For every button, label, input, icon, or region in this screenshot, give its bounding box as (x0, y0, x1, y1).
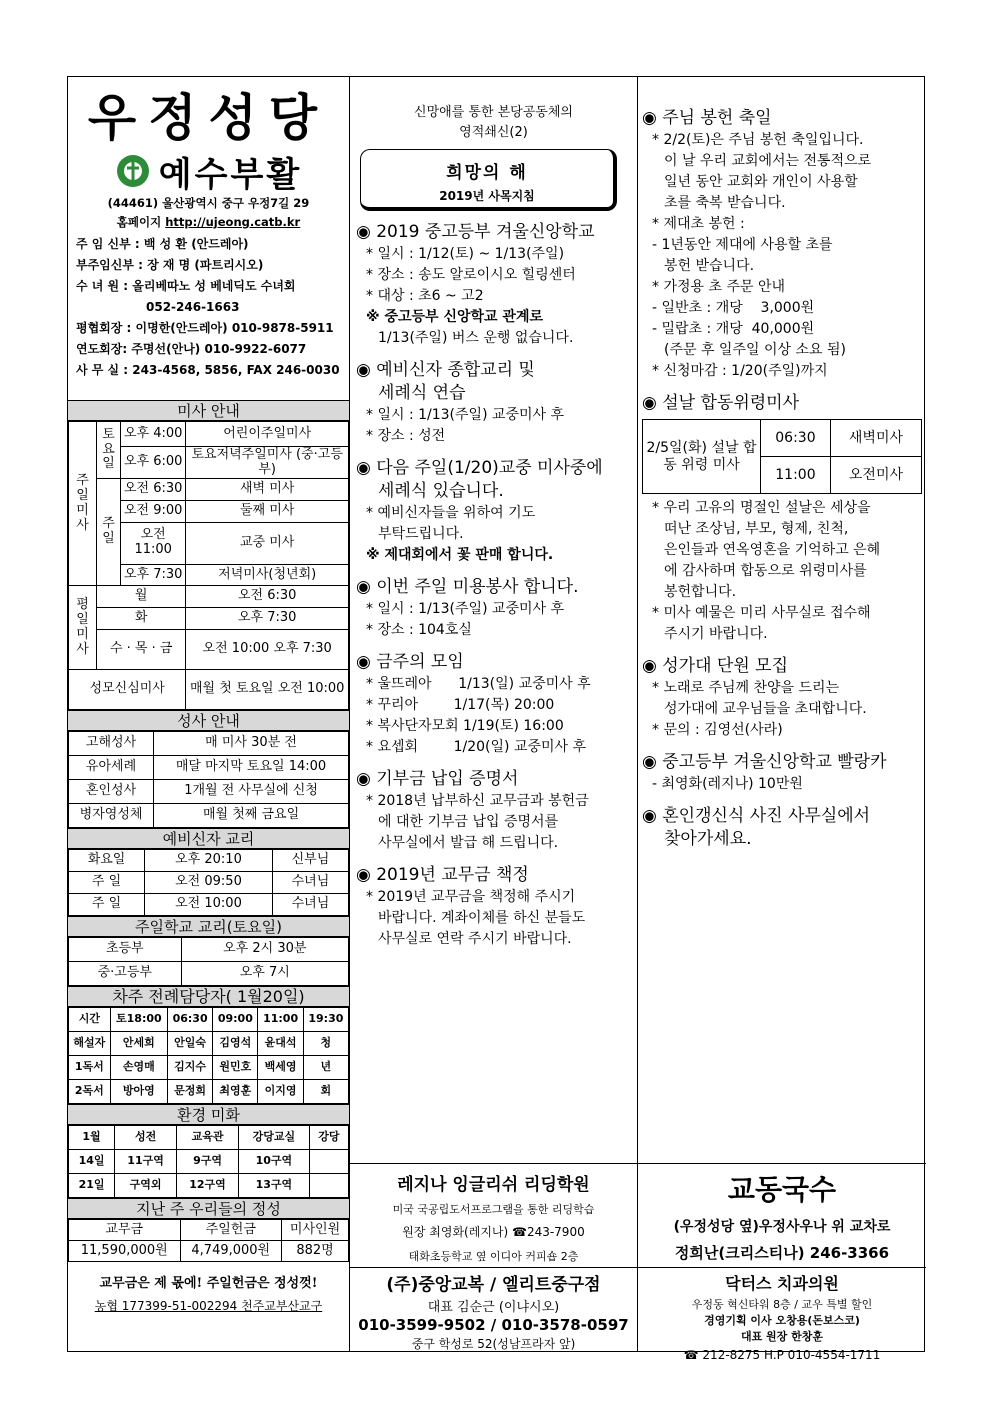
ad-line: 태화초등학교 옆 이디아 커피숍 2층 (408, 1250, 579, 1263)
table-row (69, 1056, 349, 1080)
table-cell: 윤대석 (258, 1032, 303, 1056)
homepage-link[interactable]: http://ujeong.catb.kr (165, 215, 301, 229)
sunday-mass-label: 주 일 미 사 (69, 422, 97, 586)
mass-name: 어린이주일미사 (186, 422, 349, 447)
ad-line: 대표 김순근 (이냐시오) (427, 1300, 560, 1315)
catechism-table (68, 849, 349, 916)
table-cell: 2/5일(화) 설날 합동 위령 미사 (643, 420, 761, 494)
notice-line: 바랍니다. 계좌이체를 하신 분들도 (378, 910, 586, 926)
sacrament-header: 성사 안내 (68, 710, 349, 731)
table-cell: 06:30 (761, 420, 831, 457)
mass-name: 교중 미사 (186, 522, 349, 564)
mass-name: 토요저녁주일미사 (중·고등부) (186, 447, 349, 479)
mass-time: 오전 10:00 오후 7:30 (186, 630, 349, 670)
weekday: 월 (97, 586, 186, 608)
table-cell: 수녀님 (272, 894, 348, 916)
notice-heading: 세례식 있습니다. (378, 481, 504, 501)
table-row (69, 894, 349, 916)
notice-line: * 꾸리아 1/17(목) 20:00 (366, 697, 555, 713)
notice-line: * 대상 : 초6 ~ 고2 (366, 288, 484, 304)
table-cell: 시간 (69, 1008, 111, 1032)
logo-row (68, 151, 349, 195)
table-row (69, 1220, 349, 1241)
notice-line: * 복사단자모회 1/19(토) 16:00 (366, 718, 564, 734)
table-cell: 주 일 (69, 872, 145, 894)
notice-line: - 일반초 : 개당 3,000원 (652, 300, 815, 316)
notice-heading: ◉ 주님 봉헌 축일 (642, 108, 772, 128)
ad-title: 교동국수 (727, 1173, 837, 1206)
ad-title: (주)중앙교복 / 엘리트중구점 (386, 1275, 601, 1295)
table-cell: 12구역 (177, 1174, 239, 1198)
notice-line: 부탁드립니다. (378, 526, 464, 542)
notice-line: * 울뜨레아 1/13(일) 교중미사 후 (366, 676, 591, 692)
notice-heading: 찾아가세요. (664, 829, 752, 849)
offering-table (68, 1219, 349, 1262)
notice-line: * 일시 : 1/13(주일) 교중미사 후 (366, 601, 565, 617)
table-cell: 백세영 (258, 1056, 303, 1080)
table-row (69, 938, 349, 962)
ad-dental-clinic (638, 1267, 926, 1362)
notice-line: * 문의 : 김영선(사라) (652, 722, 783, 738)
table-row (643, 420, 922, 457)
middle-notices (356, 221, 631, 950)
table-row (69, 804, 349, 828)
left-column (68, 77, 349, 1313)
middle-column (350, 77, 637, 950)
table-row (69, 1174, 349, 1198)
table-cell: 구역외 (115, 1174, 177, 1198)
ad-line: 경영기획 이사 오창용(돈보스코) (704, 1314, 860, 1327)
ad-line: 우정동 혁신타워 8층 / 교우 특별 할인 (691, 1298, 873, 1311)
table-cell: 11구역 (115, 1150, 177, 1174)
table-cell: 오전미사 (830, 457, 921, 494)
table-cell: 토18:00 (110, 1008, 167, 1032)
env-table (68, 1125, 349, 1198)
table-cell: 13구역 (238, 1174, 309, 1198)
table-cell: 미사인원 (282, 1220, 349, 1241)
notice-line: - 최영화(레지나) 10만원 (652, 776, 803, 792)
notice-line: 일년 동안 교회와 개인이 사용할 (664, 174, 858, 190)
notice-heading: ◉ 금주의 모임 (356, 652, 464, 672)
notice-line: 주시기 바랍니다. (664, 626, 768, 642)
notice-line: ※ 중고등부 신앙학교 관계로 (366, 309, 543, 325)
notice-heading: ◉ 설날 합동위령미사 (642, 393, 800, 413)
table-cell: 오전 10:00 (145, 894, 273, 916)
church-title: 우정성당 (87, 89, 330, 147)
mary-mass-time: 매월 첫 토요일 오전 10:00 (186, 670, 349, 710)
env-header: 환경 미화 (68, 1104, 349, 1125)
notice-line: 사무실에서 발급 해 드립니다. (378, 835, 559, 851)
notice-line: ※ 제대회에서 꽃 판매 합니다. (366, 547, 554, 563)
notice-line: 봉헌 받습니다. (664, 258, 755, 274)
table-cell: 김영석 (213, 1032, 258, 1056)
table-cell: 매 미사 30분 전 (154, 732, 349, 756)
weekday: 화 (97, 608, 186, 630)
notice-line: 사무실로 연락 주시기 바랍니다. (378, 931, 572, 947)
notice-line: * 2018년 납부하신 교무금과 봉헌금 (366, 793, 589, 809)
notice-heading: ◉ 성가대 단원 모집 (642, 656, 788, 676)
table-cell: 교육관 (177, 1126, 239, 1150)
staff-info (68, 230, 349, 377)
table-cell: 19:30 (303, 1008, 348, 1032)
table-cell: 초등부 (69, 938, 182, 962)
info-line: 사 무 실 : 243-4568, 5856, FAX 246-0030 (76, 363, 340, 377)
right-column (638, 77, 926, 851)
table-row (69, 1241, 349, 1262)
table-cell: 오전 09:50 (145, 872, 273, 894)
notice-line: 에 감사하며 합동으로 위령미사를 (664, 563, 867, 579)
notice-line: * 미사 예물은 미리 사무실로 접수해 (652, 605, 871, 621)
duty-table (68, 1007, 349, 1104)
notice-line: - 밀랍초 : 개당 40,000원 (652, 321, 815, 337)
table-cell: 1독서 (69, 1056, 111, 1080)
notice-line: - 1년동안 제대에 사용할 초를 (652, 237, 833, 253)
memorial-mass-table (642, 419, 922, 494)
table-cell: 매월 첫째 금요일 (154, 804, 349, 828)
catechism-header: 예비신자 교리 (68, 828, 349, 849)
homepage-row (68, 214, 349, 230)
mass-name: 저녁미사(청년회) (186, 564, 349, 586)
notice-line: * 예비신자들을 위하여 기도 (366, 505, 536, 521)
weekday: 수 · 목 · 금 (97, 630, 186, 670)
table-row (69, 780, 349, 804)
notice-line: * 장소 : 성전 (366, 428, 446, 444)
notice-heading: ◉ 2019 중고등부 겨울신앙학교 (356, 222, 595, 242)
table-cell: 문정희 (167, 1080, 212, 1104)
table-cell: 새벽미사 (830, 420, 921, 457)
table-cell: 9구역 (177, 1150, 239, 1174)
notice-line: (주문 후 일주일 이상 소요 됨) (664, 342, 846, 358)
notice-heading: ◉ 기부금 납입 증명서 (356, 769, 519, 789)
table-cell: 4,749,000원 (180, 1241, 282, 1262)
slogan: 교무금은 제 몫에! 주일헌금은 정성껏! (99, 1276, 318, 1291)
notice-line: * 일시 : 1/12(토) ~ 1/13(주일) (366, 246, 565, 262)
table-cell: 손영매 (110, 1056, 167, 1080)
table-cell: 청 (303, 1032, 348, 1056)
mass-time: 오전 6:30 (186, 586, 349, 608)
table-cell: 1월 (69, 1126, 115, 1150)
notice-line: * 우리 고유의 명절인 설날은 세상을 (652, 500, 871, 516)
table-cell: 강당교실 (238, 1126, 309, 1150)
ad-uniform-shop (350, 1267, 637, 1351)
table-cell: 원민호 (213, 1056, 258, 1080)
ad-line: (우정성당 옆)우정사우나 위 교차로 (673, 1219, 891, 1235)
mass-time: 오후 7:30 (186, 608, 349, 630)
table-cell: 이지영 (258, 1080, 303, 1104)
notice-heading: ◉ 다음 주일(1/20)교중 미사중에 (356, 458, 603, 478)
notice-line: * 노래로 주님께 찬양을 드리는 (652, 680, 840, 696)
notice-line: 이 날 우리 교회에서는 전통적으로 (664, 153, 872, 169)
table-cell: 성전 (115, 1126, 177, 1150)
mass-time: 오전 6:30 (121, 479, 186, 501)
notice-line: * 장소 : 송도 알로이시오 힐링센터 (366, 267, 576, 283)
sunday-school-header: 주일학교 교리(토요일) (68, 916, 349, 937)
table-cell: 고해성사 (69, 732, 154, 756)
notice-heading: ◉ 혼인갱신식 사진 사무실에서 (642, 806, 871, 826)
homepage-label: 홈페이지 (116, 215, 162, 229)
table-cell: 병자영성체 (69, 804, 154, 828)
hope-title: 희망의 해 (446, 163, 528, 183)
mass-time: 오전11:00 (121, 522, 186, 564)
table-row (69, 1126, 349, 1150)
table-cell: 1개월 전 사무실에 신청 (154, 780, 349, 804)
ad-title: 닥터스 치과의원 (725, 1274, 839, 1293)
table-row (69, 850, 349, 872)
notice-line: 에 대한 기부금 납입 증명서를 (378, 814, 559, 830)
hope-box (360, 149, 617, 211)
table-cell: 오후 2시 30분 (181, 938, 348, 962)
mass-time: 오전 9:00 (121, 500, 186, 522)
notice-heading: ◉ 2019년 교무금 책정 (356, 865, 529, 885)
ad-line: 중구 학성로 52(성남프라자 앞) (411, 1337, 576, 1351)
mass-time: 오후 6:00 (121, 447, 186, 479)
info-line: 수 녀 원 : 올리베따노 성 베네딕도 수녀회 (76, 279, 296, 293)
table-cell: 수녀님 (272, 872, 348, 894)
notice-heading: ◉ 중고등부 겨울신앙학교 빨랑카 (642, 752, 887, 772)
ad-line: 대표 원장 한창훈 (740, 1330, 824, 1343)
notice-line: * 2/2(토)은 주님 봉헌 축일입니다. (652, 132, 864, 148)
mass-time: 오후 4:00 (121, 422, 186, 447)
notice-line: * 요셉회 1/20(일) 교중미사 후 (366, 739, 587, 755)
table-cell: 11:00 (258, 1008, 303, 1032)
left-tables (68, 400, 349, 1314)
table-cell: 혼인성사 (69, 780, 154, 804)
offering-header: 지난 주 우리들의 정성 (68, 1198, 349, 1219)
ad-phone: ☎ 212-8275 H.P 010-4554-1711 (683, 1348, 881, 1362)
table-cell: 11:00 (761, 457, 831, 494)
info-line: 주 임 신부 : 백 성 환 (안드레아) (76, 237, 249, 251)
notice-line: 봉헌합니다. (664, 584, 737, 600)
mass-name: 새벽 미사 (186, 479, 349, 501)
table-row (69, 872, 349, 894)
logo-text: 예수부활 (158, 154, 303, 195)
table-cell: 10구역 (238, 1150, 309, 1174)
notice-heading: ◉ 예비신자 종합교리 및 (356, 360, 535, 380)
ad-title: 레지나 잉글리쉬 리딩학원 (397, 1175, 590, 1195)
table-cell: 2독서 (69, 1080, 111, 1104)
ad-reading-academy (350, 1163, 637, 1267)
mass-time: 오후 7:30 (121, 564, 186, 586)
mass-table (68, 421, 349, 710)
table-cell: 최영훈 (213, 1080, 258, 1104)
table-row (69, 756, 349, 780)
info-line: 연도회장: 주명선(안나) 010-9922-6077 (76, 342, 307, 356)
notice-line: 초를 축복 받습니다. (664, 195, 786, 211)
notice-line: * 가정용 초 주문 안내 (652, 279, 785, 295)
table-cell: 주일헌금 (180, 1220, 282, 1241)
table-cell: 882명 (282, 1241, 349, 1262)
table-cell: 중·고등부 (69, 962, 182, 986)
table-cell: 유아세례 (69, 756, 154, 780)
table-row (69, 732, 349, 756)
ad-phone: 010-3599-9502 / 010-3578-0597 (358, 1316, 629, 1334)
info-line: 부주임신부 : 장 재 명 (파트리시오) (76, 258, 264, 272)
table-cell: 안세희 (110, 1032, 167, 1056)
mass-header: 미사 안내 (68, 400, 349, 421)
ad-line: 미국 국공립도서프로그램을 통한 리딩학습 (392, 1203, 595, 1216)
table-cell: 교무금 (69, 1220, 181, 1241)
notice-line: * 2019년 교무금을 책정해 주시기 (366, 889, 576, 905)
table-cell: 회 (303, 1080, 348, 1104)
table-row (69, 1032, 349, 1056)
motto-line: 영적쇄신(2) (459, 125, 528, 140)
notice-line: * 신청마감 : 1/20(주일)까지 (652, 363, 828, 379)
table-cell: 해설자 (69, 1032, 111, 1056)
table-cell: 화요일 (69, 850, 145, 872)
mass-name: 둘째 미사 (186, 500, 349, 522)
table-cell: 오후 20:10 (145, 850, 273, 872)
table-row (69, 1150, 349, 1174)
hope-subtitle: 2019년 사목지침 (439, 189, 535, 203)
table-cell: 안일숙 (167, 1032, 212, 1056)
motto-line: 신망애를 통한 본당공동체의 (414, 105, 573, 120)
notice-heading: ◉ 이번 주일 미용봉사 합니다. (356, 577, 579, 597)
table-cell (309, 1150, 348, 1174)
pastoral-motto (356, 103, 631, 143)
table-cell: 방아영 (110, 1080, 167, 1104)
notice-heading: 세례식 연습 (378, 383, 466, 403)
table-cell: 김지수 (167, 1056, 212, 1080)
notice-line: * 제대초 봉헌 : (652, 216, 745, 232)
table-row (69, 1080, 349, 1104)
weekday-mass-label: 평 일 미 사 (69, 586, 97, 670)
sunday-school-table (68, 937, 349, 986)
table-cell: 09:00 (213, 1008, 258, 1032)
notice-line: 은인들과 연옥영혼을 기억하고 은혜 (664, 542, 881, 558)
bank-account: 농협 177399-51-002294 천주교부산교구 (94, 1299, 323, 1313)
table-cell: 21일 (69, 1174, 115, 1198)
right-notices (642, 107, 922, 851)
notice-line: 1/13(주일) 버스 운행 없습니다. (378, 330, 574, 346)
saturday-label: 토 요 일 (97, 422, 121, 479)
notice-line: 떠난 조상님, 부모, 형제, 친척, (664, 521, 849, 537)
table-cell: 14일 (69, 1150, 115, 1174)
table-cell: 신부님 (272, 850, 348, 872)
bulletin-frame (67, 76, 925, 1362)
table-row (69, 962, 349, 986)
notice-line: 성가대에 교우님들을 초대합니다. (664, 701, 867, 717)
church-logo-icon (115, 153, 151, 189)
table-cell: 11,590,000원 (69, 1241, 181, 1262)
notice-line: * 일시 : 1/13(주일) 교중미사 후 (366, 407, 565, 423)
ad-noodle-shop (638, 1163, 926, 1267)
table-cell: 주 일 (69, 894, 145, 916)
info-line: 052-246-1663 (146, 300, 240, 314)
mary-mass-label: 성모신심미사 (69, 670, 186, 710)
info-line: 평협회장 : 이명한(안드레아) 010-9878-5911 (76, 321, 334, 335)
table-cell: 강당 (309, 1126, 348, 1150)
table-cell: 매달 마지막 토요일 14:00 (154, 756, 349, 780)
address: (44461) 울산광역시 중구 우정7길 29 (107, 196, 310, 210)
ad-line: 원장 최영화(레지나) ☎243-7900 (402, 1225, 585, 1239)
table-cell: 06:30 (167, 1008, 212, 1032)
ad-phone: 정희난(크리스티나) 246-3366 (674, 1244, 890, 1262)
duty-header: 차주 전례담당자( 1월20일) (68, 986, 349, 1007)
table-cell: 오후 7시 (181, 962, 348, 986)
table-cell (309, 1174, 348, 1198)
sunday-label: 주 일 (97, 479, 121, 586)
table-cell: 년 (303, 1056, 348, 1080)
sacrament-table (68, 731, 349, 828)
table-row (69, 1008, 349, 1032)
notice-line: * 장소 : 104호실 (366, 622, 472, 638)
